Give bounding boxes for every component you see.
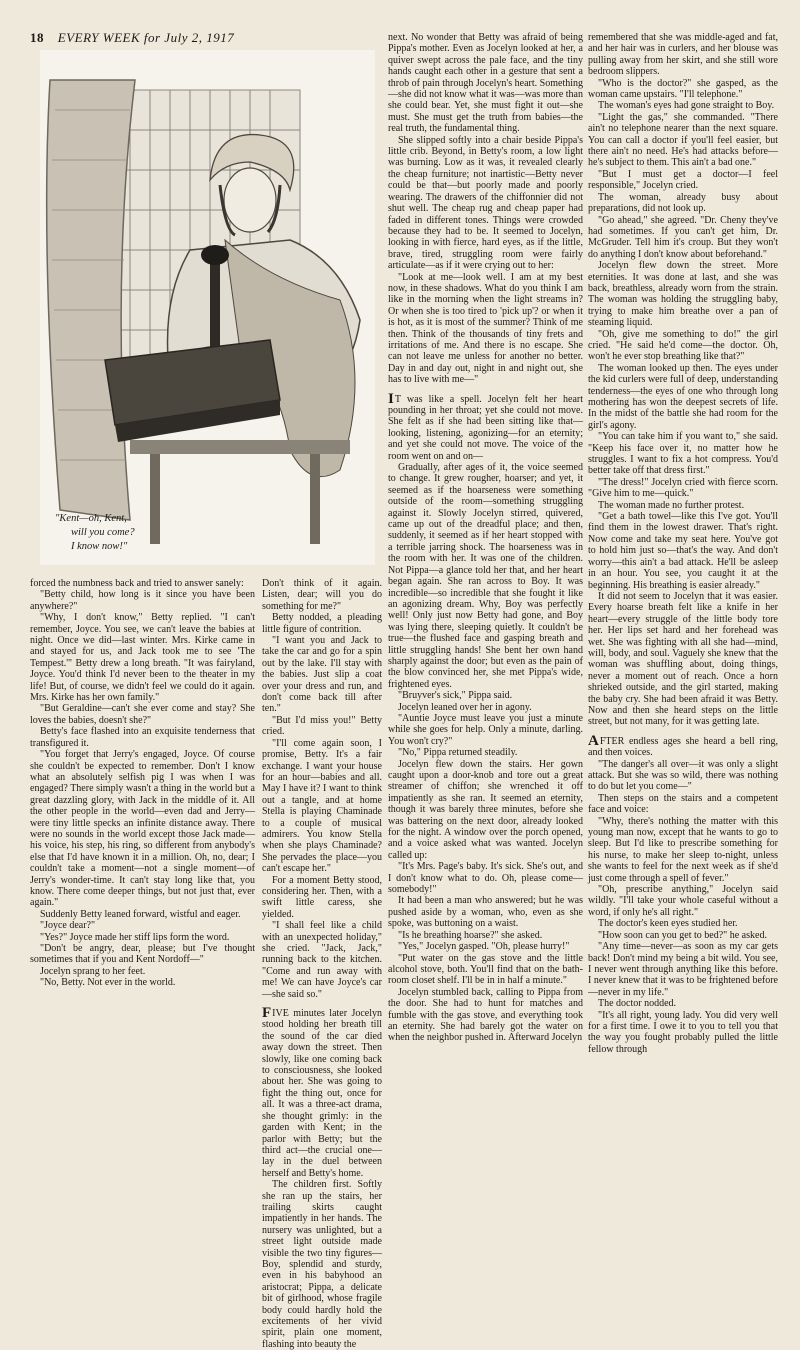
paragraph: The woman, already busy about preparations, did not look up. [588, 191, 778, 215]
paragraph: The woman's eyes had gone straight to Boy. [598, 100, 775, 112]
paragraph: "Auntie Joyce must leave you just a minute while she goes for help. Only a minute, darling. You won't cry?" [388, 712, 583, 747]
paragraph: For a moment Betty stood, considering her. Then, with a swift little caress, she yielded. [262, 874, 382, 920]
paragraph: Betty nodded, a pleading little figure of contrition. [262, 612, 382, 635]
paragraph: "The danger's all over—it was only a slight attack. But she was so wild, there was nothing to do but let you come—" [588, 758, 778, 793]
paragraph: "Light the gas," she commanded. "There ain't no telephone nearer than the next square. You can call a doctor if you'll feel easier, but there ain't no need. He's had attacks before—he's subject to them. This ain't a bad one." [588, 111, 778, 169]
paragraph: "It's Mrs. Page's baby. It's sick. She's out, and I don't know what to do. Oh, please come—somebody!" [388, 861, 583, 896]
paragraph: forced the numbness back and tried to answer sanely: [30, 578, 244, 589]
paragraph: Jocelyn sprang to her feet. [40, 965, 146, 977]
paragraph: The woman looked up then. The eyes under the kid curlers were full of deep, understanding tenderness—the eyes of one who through long mothering has won the deepest secrets of life. In the midst of the battle she had room for the girl's agony. [588, 362, 778, 431]
paragraph: The doctor nodded. [598, 998, 677, 1010]
paragraph-text: IVE minutes later Jocelyn stood holding her breath till the sound of the car died away down the street. Then slowly, like one coming back to consciousness, she looked about her. She was going to fight the thing out, once for all. It was a three-act drama, she thought grimly: in the garden with Kent; in the parlor with Betty; but the third act—the crucial one—lay in the duel between herself and Betty's home. [262, 1008, 382, 1179]
running-title: EVERY WEEK for July 2, 1917 [57, 30, 235, 45]
paragraph: "No," Pippa returned steadily. [398, 747, 518, 759]
paragraph: "Yes?" Joyce made her stiff lips form the word. [40, 931, 230, 943]
paragraph: "Betty child, how long is it since you have been anywhere?" [30, 589, 255, 612]
section-opening-paragraph [588, 732, 778, 759]
paragraph: Then steps on the stairs and a competent face and voice: [588, 792, 778, 816]
paragraph: "Put water on the gas stove and the little alcohol stove, both. You'll find that on the bath-room closet shelf. I'll be in in half a minute." [388, 952, 583, 987]
drop-cap: A [588, 732, 599, 749]
paragraph: The doctor's keen eyes studied her. [598, 918, 738, 930]
paragraph: Jocelyn leaned over her in agony. [398, 701, 532, 713]
paragraph: "Why, I don't know," Betty replied. "I can't remember, Joyce. You see, we can't leave the babies at night. Once we did—last winter. Mrs. Kirke came in and stayed for us, and Jack took me to see 'The Tempest.'" Betty drew a long breath. "It was fairyland, Joyce. You'd think I'd never been to the theater in my life! But, of course, we didn't feel we could do it again. Mrs. Kirke has her own family." [30, 612, 255, 704]
paragraph: She slipped softly into a chair beside Pippa's little crib. Beyond, in Betty's room, a low light was burning. Low as it was, it revealed clearly the cheap furniture; not inartistic—Betty never could be that—but poorly made and poorly wearing. The drawers of the chiffonnier did not shut well. The cheap rug and cheap paper had faded in different tones. Things were crowded because they had to be. It seemed to Jocelyn, looking in with fierce, hard eyes, as if the little, brave, tired, struggling room were fairly articulate—as if it were crying out to her: [388, 134, 583, 272]
paragraph-text: T was like a spell. Jocelyn felt her heart pounding in her throat; yet she could not move. She felt as if she had been sitting like that—looking, listening, agonizing—for an eternity; and yet she could not move. The voice of the room went on and on— [388, 393, 583, 462]
text-column-1 [30, 578, 255, 1078]
paragraph: "I'll come again soon, I promise, Betty. It's a fair exchange. I want your house for an hour—babies and all. May I have it? I want to think out a tangle, and at home Stella is playing Chaminade to a couple of musical admirers. You know Stella when she plays Chaminade? She pervades the place—you can't escape her." [262, 737, 382, 875]
paragraph: "You forget that Jerry's engaged, Joyce. Of course she couldn't be expected to remember. Don't I know what an absolutely selfish pig I was when I was engaged? There simply wasn't a thing in the world but a great dazzling glory, with Jack in the middle of it. All the other people in the world—even dad and Jerry—were tiny little specks an infinite distance away. There were no sounds in the world except those Jack made—his voice, his step, his ring, so different from anybody's else that I'd have known it in a million. Oh, no, dear; I couldn't take a moment—not a single moment—of Jerry's wonder-time. It can't stay long like that, you know. There come deeper things, but not just that, ever again." [30, 749, 255, 909]
page-number: 18 [30, 30, 44, 45]
paragraph: Jocelyn flew down the stairs. Her gown caught upon a door-knob and tore out a great streamer of chiffon; she wrenched it off impatiently as she ran. It seemed an eternity, though it was barely three minutes, before she was battering on the next door, already looked for the night. A window over the porch opened, and a voice asked what was wanted. Jocelyn called up: [388, 758, 583, 861]
paragraph-text: FTER endless ages she heard a bell ring, and then voices. [588, 735, 778, 759]
paragraph: "Bruyver's sick," Pippa said. [398, 690, 513, 702]
paragraph: "Why, there's nothing the matter with this young man now, except that he wants to go to sleep. But I'd like to prescribe something for his nurse, to make her sleep to-night, unless she wants to feel for the next week as if she'd just come through a spell of fever." [588, 815, 778, 884]
paragraph: Betty's face flashed into an exquisite tenderness that transfigured it. [30, 726, 255, 749]
paragraph: "The dress!" Jocelyn cried with fierce scorn. "Give him to me—quick." [588, 476, 778, 500]
caption-line: "Kent—oh, Kent, [55, 513, 127, 524]
section-opening-paragraph [262, 1005, 382, 1179]
paragraph: The children first. Softly she ran up the stairs, her trailing skirts caught impatiently in her hands. The nursery was unlighted, but a street light outside made visible the two tiny figures—Boy, splendid and sturdy, even in his babyhood an aristocrat; Pippa, a delicate bit of girlhood, whose fragile body could hardly hold the excitements of her vivid spirit, plain one moment, flashing into beauty the [262, 1179, 382, 1350]
paragraph: Gradually, after ages of it, the voice seemed to change. It grew rougher, hoarser; and yet, it seemed as if the hoarseness were something outside of the room—something struggling against it. Slowly Jocelyn stirred, quivered, came up out of the dreadful place; and then, suddenly, it seemed as if her heart stopped with a terrible jarring shock. The hoarseness was in the room with her. It was one of the children. Not Pippa—a glance told her that, and her heart began again. She ran across to Boy. It was incredible—so incredible that she fought it like an agonizing dream. Why, Boy was perfectly well! Only just now Betty had gone, and Boy was lying there, sleeping quietly. It couldn't be true—the flushed face and gasping breath and little struggling hands! She bent her own hand sharply against the door; but even as the pain of the blow convinced her, she met Pippa's wide, frightened eyes. [388, 462, 583, 690]
paragraph: "Who is the doctor?" she gasped, as the woman came upstairs. "I'll telephone." [588, 77, 778, 101]
paragraph: "You can take him if you want to," she said. "Keep his face over it, no matter how he struggles. I want to fix a hot compress. You'd better take off that dress first." [588, 431, 778, 477]
paragraph: "Get a bath towel—like this I've got. You'll find them in the lowest drawer. That's right. Now come and take my seat here. You've got to hold him just so—that's the way. And don't worry—this ain't a bad attack. He'll be asleep in an hour. You see, you caught it at the beginning. His breathing is easier already." [588, 511, 778, 591]
paragraph: next. No wonder that Betty was afraid of being Pippa's mother. Even as Jocelyn looked at her, a quiver swept across the pale face, and the tiny hands caught each other in a gesture that sent a throb of pain through Jocelyn's heart. Something—she did not know what it was—was more than she could bear. Yet, she must fight it out—she must. She must get the truth from babies—the real truth, the fundamental thing. [388, 32, 583, 135]
paragraph: It had been a man who answered; but he was pushed aside by a woman, who, even as she spoke, was buttoning on a waist. [388, 895, 583, 930]
paragraph: "Don't be angry, dear, please; but I've thought sometimes that if you and Kent Nordoff—" [30, 943, 255, 966]
paragraph: "How soon can you get to bed?" he asked. [598, 929, 767, 941]
paragraph: Jocelyn stumbled back, calling to Pippa from the door. She had to hunt for matches and fumble with the gas stove, and everything took an eternity. She had barely got the water on when the neighbor pushed in. Afterward Jocelyn [388, 986, 583, 1044]
paragraph: "Oh, prescribe anything," Jocelyn said wildly. "I'll take your whole caseful without a word, if only he's all right." [588, 884, 778, 918]
telephone-mouthpiece [201, 245, 229, 265]
paragraph: "Yes," Jocelyn gasped. "Oh, please hurry!" [398, 941, 570, 953]
paragraph: It did not seem to Jocelyn that it was easier. Every hoarse breath felt like a knife in her heart—every struggle of the little body tore her. Her lips set hard and her forehead was wet. She was fighting with all she had—mind, will, body, and soul. Vaguely she knew that the woman was shuffling about, doing things, never a moment out of reach. Once a horn shrieked outside, and the girl started, making the baby cry. She had been afraid it was Betty. Now and then she heard steps on the little street, but not many, for it was getting late. [588, 590, 778, 728]
paragraph: "Go ahead," she agreed. "Dr. Cheny they've had sometimes. If you can't get him, Dr. McGruder. Tell him it's croup. But they won't do anything I don't know about beforehand." [588, 214, 778, 260]
section-opening-paragraph [388, 390, 583, 462]
paragraph: "But I must get a doctor—I feel responsible," Jocelyn cried. [588, 168, 778, 192]
wicker-chair [47, 80, 135, 520]
table [130, 440, 350, 454]
illustration-caption [55, 512, 215, 554]
telephone-stem [210, 260, 220, 350]
paragraph: "Any time—never—as soon as my car gets back! Don't mind my being a bit wild. You see, I never went through anything like this before. I never knew that it was to be frightened before—never in my life." [588, 941, 778, 998]
paragraph: "No, Betty. Not ever in the world. [40, 977, 176, 989]
woman-face [224, 168, 276, 232]
paragraph: remembered that she was middle-aged and fat, and her hair was in curlers, and her blouse was pulling away from her skirt, and she still wore bedroom slippers. [588, 32, 778, 78]
drop-cap: I [388, 390, 394, 407]
caption-line: I know now!" [71, 541, 128, 552]
text-column-3 [388, 32, 583, 1082]
paragraph: "Joyce dear?" [40, 920, 96, 932]
paragraph: "I want you and Jack to take the car and go for a spin out by the lake. I'll stay with the babies. Just slip a coat over your dress and run, and don't come back till after ten." [262, 635, 382, 715]
paragraph: Jocelyn flew down the street. More eternities. It was done at last, and she was back, breathless, already worn from the strain. The woman was holding the struggling baby, trying to make him breathe over a pan of steaming liquid. [588, 260, 778, 329]
paragraph: "Look at me—look well. I am at my best now, in these shadows. What do you think I am like in the morning when the light streams in? Or when she is too tired to 'pick up'? or when it is hot, as it is most of the summer? Think of me then. Think of the thousands of tiny frets and irritations of me. And there is no escape. She can not leave me unless for another no better. Day in and day out, night in and night out, she has to live with me—" [388, 271, 583, 386]
illustration-woman-at-telephone [40, 50, 375, 565]
paragraph: "I shall feel like a child with an unexpected holiday," she cried. "Jack, Jack," running back to the kitchen. "Come and run away with me! We can have Joyce's car—she said so." [262, 920, 382, 1000]
caption-line: will you come? [71, 527, 135, 538]
paragraph: "Oh, give me something to do!" the girl cried. "He said he'd come—the doctor. Oh, won't he ever stop breathing like that?" [588, 328, 778, 363]
text-column-2 [262, 578, 382, 1350]
paragraph: "It's all right, young lady. You did very well for a first time. I owe it to you to tell you that the way you fought probably pulled the little fellow through [588, 1009, 778, 1055]
paragraph: "Is he breathing hoarse?" she asked. [398, 929, 543, 941]
paragraph: The woman made no further protest. [598, 499, 745, 511]
drop-cap: F [262, 1005, 272, 1022]
page-header [30, 30, 234, 46]
text-column-4 [588, 32, 778, 1082]
paragraph: Don't think of it again. Listen, dear; will you do something for me?" [262, 578, 382, 612]
paragraph: "But I'd miss you!" Betty cried. [262, 714, 382, 738]
paragraph: "But Geraldine—can't she ever come and stay? She loves the babies, doesn't she?" [30, 703, 255, 726]
paragraph: Suddenly Betty leaned forward, wistful and eager. [40, 908, 241, 920]
